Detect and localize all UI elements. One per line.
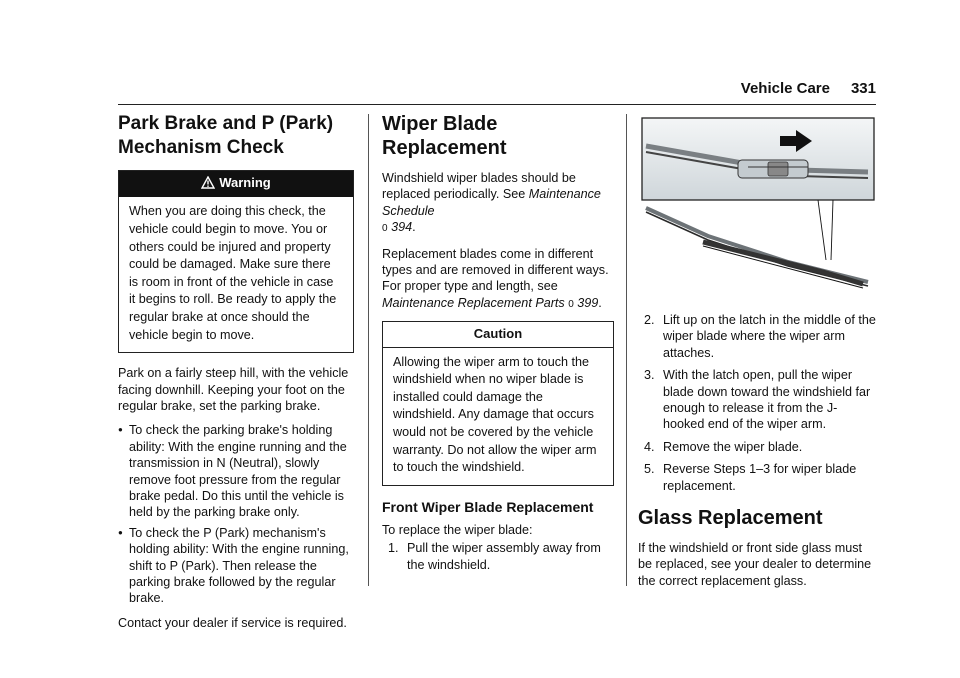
step-text: Pull the wiper assembly away from the windshield. [407,541,601,572]
wiper-paragraph-1: Windshield wiper blades should be replaced periodically. See Maintenance Schedule 0 394. [382,171,601,235]
middle-column [382,112,614,579]
page-ref-icon: 0 [568,298,574,310]
warning-header [119,171,353,197]
warning-label: Warning [219,175,271,190]
step-text: With the latch open, pull the wiper blade down toward the windshield far enough to release it from the J-hooked end of the wiper arm. [663,368,871,432]
step-number: 1. [388,541,399,556]
bullet-item: ● To check the parking brake's holding ability: With the engine running and the transmission in N (Neutral), slowly remove foot pressure from the regular brake pedal. Do this until the vehicle is held by the parking brake only. [118,422,354,520]
warning-triangle-icon [201,176,215,193]
column-divider-right [626,114,627,586]
warning-text: When you are doing this check, the vehicle could begin to move. You or others could be injured and property could be damaged. Make sure there is room in front of the vehicle in case it begins to roll. Be ready to apply the regular brake at once should the vehicle begin to move. [129,204,337,342]
glass-paragraph: If the windshield or front side glass must be replaced, see your dealer to determine the correct replacement glass. [638,541,872,588]
column-divider-left [368,114,369,586]
step-text: Remove the wiper blade. [663,439,803,454]
replacement-parts-link[interactable]: Maintenance Replacement Parts [382,295,565,310]
step-number: 3. [644,368,655,383]
step-text: Lift up on the latch in the middle of the wiper blade where the wiper arm attaches. [663,313,876,360]
wiper-blade-figure [628,112,876,298]
page-number: 331 [850,80,876,97]
paragraph-text: Replacement blades come in different types and are removed in different ways. For proper type and length, see [382,246,609,294]
caution-text: Allowing the wiper arm to touch the windshield when no wiper blade is installed could damage the windshield. Any damage that occurs would not be covered by the vehicle warranty. Do not allow the wiper arm to touch the windshield. [393,354,597,475]
replace-intro: To replace the wiper blade: [382,522,533,537]
step-item [382,540,614,573]
right-column [638,312,878,597]
step-item [638,367,878,433]
paragraph-text: Windshield wiper blades should be replaced periodically. See [382,171,576,202]
bullet-item: ● To check the P (Park) mechanism's holding ability: With the engine running, shift to P (Park). Then release the parking brake followed by the regular brake. [118,525,354,607]
front-wiper-subheading: Front Wiper Blade Replacement [382,498,594,515]
page-ref-number[interactable]: 399 [577,295,599,310]
step-item [638,312,878,361]
section-title: Vehicle Care [740,80,830,97]
wiper-paragraph-2: Replacement blades come in different types and are removed in different ways. For proper type and length, see Maintenance Replacement Parts 0 399. [382,246,609,310]
step-number: 2. [644,313,655,327]
glass-heading: Glass Replacement [638,507,823,530]
wiper-heading: Wiper Blade Replacement [382,113,507,159]
park-brake-bullets [118,422,354,606]
steps-list-start [382,540,614,573]
left-column [118,112,354,639]
step-item [638,439,878,455]
step-number: 4. [644,439,655,454]
page-ref-icon: 0 [382,223,388,235]
maintenance-schedule-link[interactable]: Maintenance Schedule [382,187,601,218]
caution-label: Caution [383,322,613,347]
caution-box [382,321,614,486]
park-brake-intro: Park on a fairly steep hill, with the vehicle facing downhill. Keeping your foot on the regular brake, set the parking brake. [118,366,349,413]
step-number: 5. [644,462,655,477]
page-ref-number[interactable]: 394 [391,220,413,235]
step-text: Reverse Steps 1–3 for wiper blade replacement. [663,462,857,493]
warning-box [118,170,354,353]
park-brake-outro: Contact your dealer if service is required. [118,615,347,630]
header-rule [118,104,876,105]
park-brake-heading: Park Brake and P (Park) Mechanism Check [118,113,334,158]
step-item [638,461,878,494]
steps-list-continued [638,312,878,494]
